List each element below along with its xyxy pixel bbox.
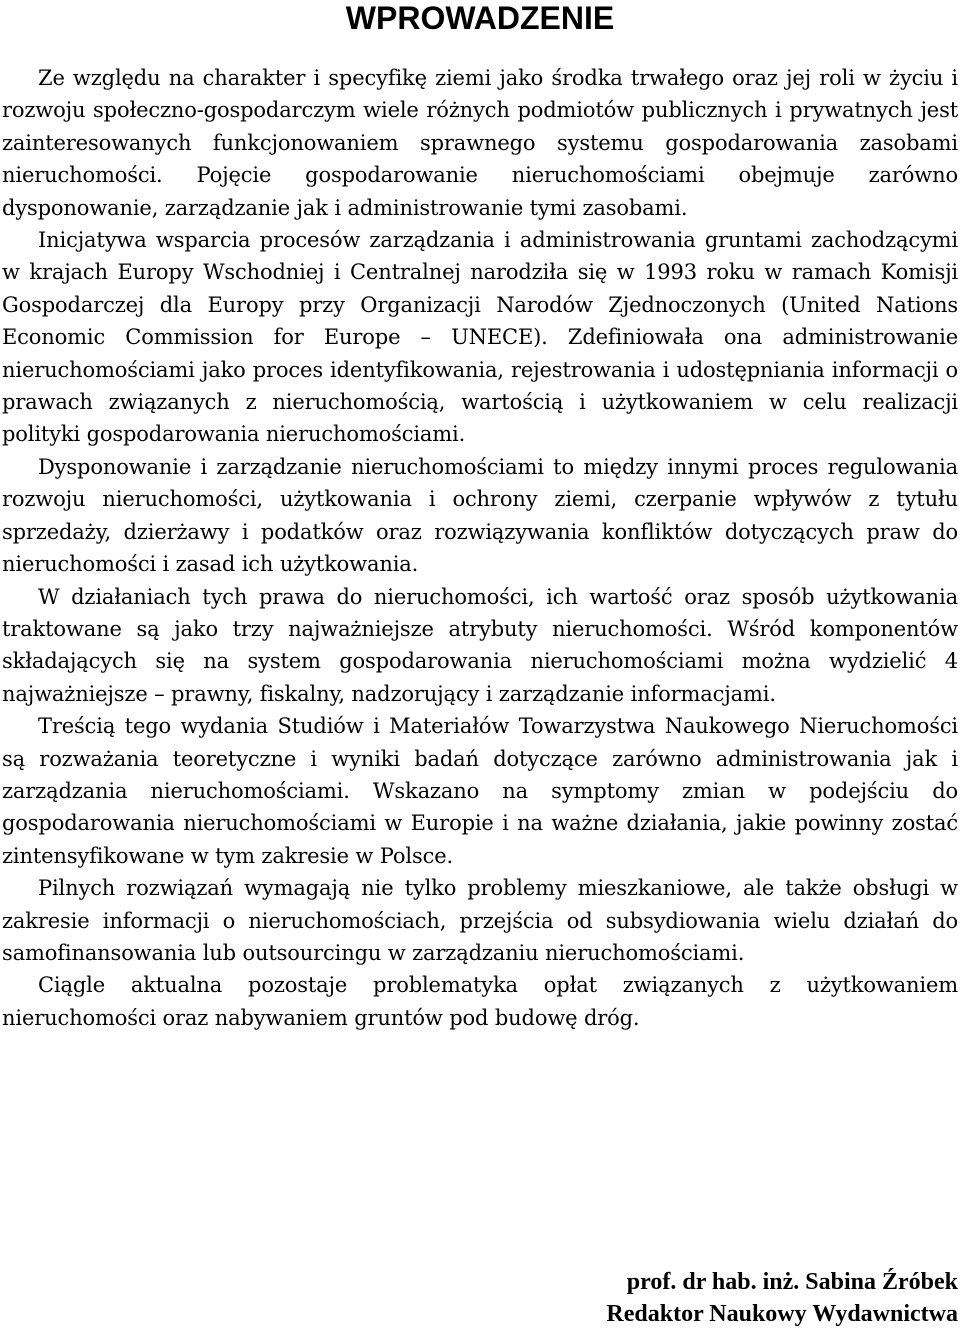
signature-block (606, 1266, 958, 1330)
paragraph-4: W działaniach tych prawa do nieruchomości, ich wartość oraz sposób użytkowania traktowane są jako trzy najważniejsze atrybuty nieruchomości. Wśród komponentów składających się na system gospodarowania nieruchomościami można wydzielić 4 najważniejsze – prawny, fiskalny, nadzorujący i zarządzanie informacjami. (2, 584, 958, 706)
paragraph-1: Ze względu na charakter i specyfikę ziemi jako środka trwałego oraz jej roli w życiu i rozwoju społeczno-gospodarczym wiele różnych podmiotów publicznych i prywatnych jest zainteresowanych funkcjonowaniem sprawnego systemu gospodarowania zasobami nieruchomości. Pojęcie gospodarowanie nieruchomościami obejmuje zarówno dysponowanie, zarządzanie jak i administrowanie tymi zasobami. (2, 66, 958, 220)
paragraph-5: Treścią tego wydania Studiów i Materiałów Towarzystwa Naukowego Nieruchomości są rozważania teoretyczne i wyniki badań dotyczące zarówno administrowania jak i zarządzania nieruchomościami. Wskazano na symptomy zmian w podejściu do gospodarowania nieruchomościami w Europie i na ważne działania, jakie powinny zostać zintensyfikowane w tym zakresie w Polsce. (2, 714, 958, 868)
paragraph-6: Pilnych rozwiązań wymagają nie tylko problemy mieszkaniowe, ale także obsługi w zakresie informacji o nieruchomościach, przejścia od subsydiowania wielu działań do samofinansowania lub outsourcingu w zarządzaniu nieruchomościami. (2, 876, 958, 965)
document-body (2, 62, 958, 1034)
signature-name: prof. dr hab. inż. Sabina Źróbek (626, 1269, 958, 1295)
paragraph-3: Dysponowanie i zarządzanie nieruchomościami to między innymi proces regulowania rozwoju nieruchomości, użytkowania i ochrony ziemi, czerpanie wpływów z tytułu sprzedaży, dzierżawy i podatków oraz rozwiązywania konfliktów dotyczących praw do nieruchomości i zasad ich użytkowania. (2, 454, 958, 577)
paragraph-2: Inicjatywa wsparcia procesów zarządzania i administrowania gruntami zachodzącymi w krajach Europy Wschodniej i Centralnej narodziła się w 1993 roku w ramach Komisji Gospodarczej dla Europy przy Organizacji Narodów Zjednoczonych (United Nations Economic Commission for Europe – UNECE). Zdefiniowała ona administrowanie nieruchomościami jako proces identyfikowania, rejestrowania i udostępniania informacji o prawach związanych z nieruchomością, wartością i użytkowaniem w celu realizacji polityki gospodarowania nieruchomościami. (2, 228, 958, 447)
signature-role: Redaktor Naukowy Wydawnictwa (606, 1301, 958, 1327)
paragraph-7: Ciągle aktualna pozostaje problematyka opłat związanych z użytkowaniem nieruchomości oraz nabywaniem gruntów pod budowę dróg. (2, 973, 958, 1030)
page-title: WPROWADZENIE (345, 0, 615, 36)
